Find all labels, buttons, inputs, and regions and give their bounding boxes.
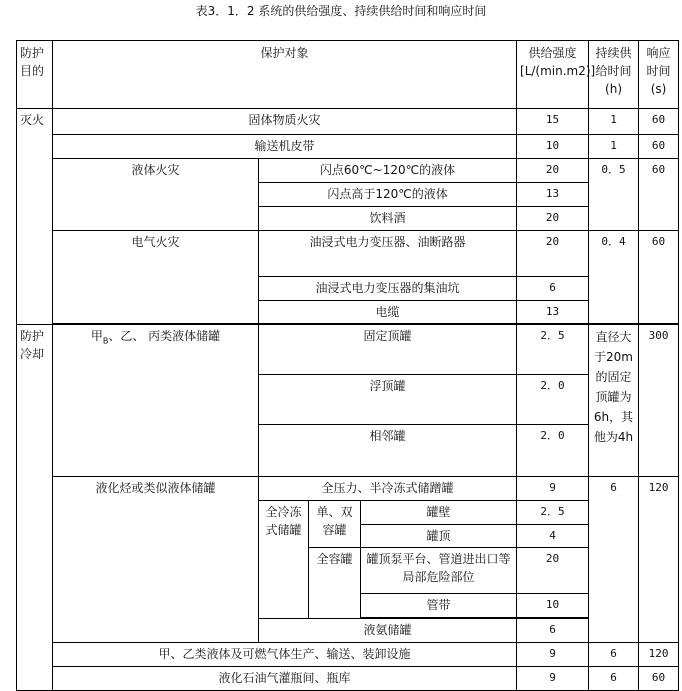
- row-liquid-b-label: 闪点高于120℃的液体: [259, 183, 517, 207]
- header-response: 响应时间(s): [639, 41, 679, 109]
- row-tank-a-intensity: 2．5: [517, 325, 589, 375]
- row-lpg-belt-label: 管带: [361, 594, 517, 618]
- row-liquid-a-label: 闪点60℃~120℃的液体: [259, 159, 517, 183]
- row-lpg-station-label: 液化石油气灌瓶间、瓶库: [53, 667, 517, 691]
- row-belt-duration: 1: [589, 135, 639, 159]
- row-lpg-fullcont-label: 全容罐: [309, 548, 361, 619]
- row-lpg-belt-intensity: 10: [517, 594, 589, 618]
- row-solid-duration: 1: [589, 109, 639, 135]
- row-tank-label-pre: 甲: [90, 329, 103, 343]
- row-liquid-a-intensity: 20: [517, 159, 589, 183]
- row-lpg-pump-intensity: 20: [517, 548, 589, 594]
- row-lpg-label: 液化烃或类似液体储罐: [53, 477, 259, 643]
- row-lpg-ammonia-intensity: 6: [517, 619, 589, 643]
- row-lpg-a-label: 全压力、半冷冻式储蹭罐: [259, 477, 517, 501]
- row-tank-duration: 直径大于20m的固定顶罐为6h，其他为4h: [589, 325, 639, 477]
- row-liquid-duration: 0．5: [589, 159, 639, 231]
- row-facility-duration: 6: [589, 643, 639, 667]
- row-liquid-response: 60: [639, 159, 679, 231]
- row-facility-label: 甲、乙类液体及可燃气体生产、输送、装卸设施: [53, 643, 517, 667]
- row-elec-a-label: 油浸式电力变压器、油断路器: [259, 231, 517, 277]
- row-lpg-single-label: 单、双容罐: [309, 501, 361, 548]
- header-intensity: 供给强度[L/(min.m2)]: [517, 41, 589, 109]
- row-liquid-label: 液体火灾: [53, 159, 259, 231]
- row-elec-label: 电气火灾: [53, 231, 259, 324]
- header-object: 保护对象: [53, 41, 517, 109]
- row-facility-response: 120: [639, 643, 679, 667]
- row-belt-response: 60: [639, 135, 679, 159]
- group-extinguish: 灭火: [17, 109, 53, 325]
- row-tank-a-label: 固定顶罐: [259, 325, 517, 375]
- row-belt-intensity: 10: [517, 135, 589, 159]
- row-elec-c-label: 电缆: [259, 301, 517, 324]
- header-purpose: 防护目的: [17, 41, 53, 109]
- row-elec-a-intensity: 20: [517, 231, 589, 277]
- row-elec-c-intensity: 13: [517, 301, 589, 324]
- row-tank-b-intensity: 2．0: [517, 375, 589, 425]
- row-tank-c-intensity: 2．0: [517, 425, 589, 477]
- row-lpg-duration: 6: [589, 477, 639, 643]
- row-lpg-wall-intensity: 2．5: [517, 501, 589, 525]
- row-elec-response: 60: [639, 231, 679, 324]
- row-tank-c-label: 相邻罐: [259, 425, 517, 477]
- row-belt-label: 输送机皮带: [53, 135, 517, 159]
- row-lpg-wall-label: 罐壁: [361, 501, 517, 525]
- header-duration: 持续供给时间(h): [589, 41, 639, 109]
- table-caption: 表3．1．2 系统的供给强度、持续供给时间和响应时间: [195, 4, 487, 18]
- row-lpg-station-response: 60: [639, 667, 679, 691]
- row-liquid-c-label: 饮料酒: [259, 207, 517, 231]
- row-lpg-a-intensity: 9: [517, 477, 589, 501]
- row-tank-label-post: 、乙、 丙类液体储罐: [108, 329, 221, 343]
- row-lpg-response: 120: [639, 477, 679, 643]
- row-solid-label: 固体物质火灾: [53, 109, 517, 135]
- row-lpg-station-duration: 6: [589, 667, 639, 691]
- row-solid-response: 60: [639, 109, 679, 135]
- row-lpg-top-intensity: 4: [517, 525, 589, 548]
- supply-table: [16, 40, 679, 691]
- row-tank-label-sub: B: [102, 336, 109, 346]
- row-lpg-top-label: 罐顶: [361, 525, 517, 548]
- row-tank-response: 300: [639, 325, 679, 477]
- row-elec-duration: 0．4: [589, 231, 639, 324]
- row-elec-b-intensity: 6: [517, 277, 589, 301]
- row-lpg-full-label: 全冷冻式储罐: [259, 501, 309, 619]
- row-lpg-station-intensity: 9: [517, 667, 589, 691]
- row-liquid-b-intensity: 13: [517, 183, 589, 207]
- row-liquid-c-intensity: 20: [517, 207, 589, 231]
- row-tank-b-label: 浮顶罐: [259, 375, 517, 425]
- group-cooling: 防护冷却: [17, 325, 53, 691]
- row-solid-intensity: 15: [517, 109, 589, 135]
- row-lpg-pump-label: 罐顶泵平台、管道进出口等局部危险部位: [361, 548, 517, 594]
- row-tank-label: [53, 325, 259, 477]
- row-elec-b-label: 油浸式电力变压器的集油坑: [259, 277, 517, 301]
- row-facility-intensity: 9: [517, 643, 589, 667]
- row-lpg-ammonia-label: 液氨储罐: [259, 619, 517, 643]
